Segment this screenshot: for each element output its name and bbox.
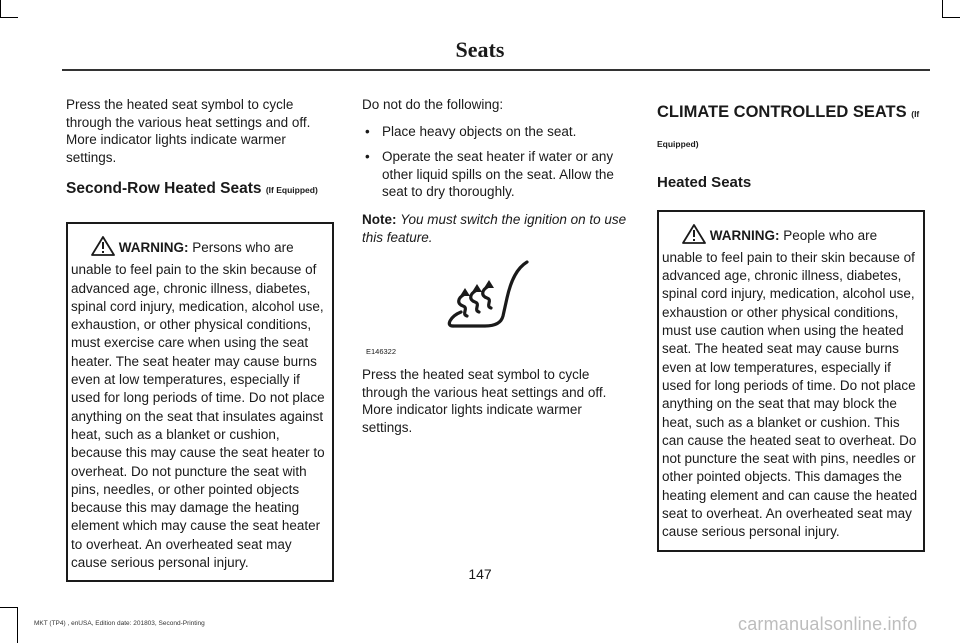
heading-qualifier: (If Equipped) bbox=[265, 185, 318, 196]
left-column bbox=[66, 96, 334, 582]
section-heading bbox=[66, 180, 334, 200]
note-paragraph bbox=[362, 211, 634, 246]
list-item: • Operate the seat heater if water or any other liquid spills on the seat. Allow the seat to dry thoroughly. bbox=[362, 148, 634, 201]
heading-qualifier: (If bbox=[911, 109, 920, 119]
crop-mark bbox=[17, 607, 18, 643]
warning-triangle-icon bbox=[682, 224, 706, 249]
paragraph: Press the heated seat symbol to cycle through the various heat settings and off. More indicator lights indicate warmer settings. bbox=[362, 367, 607, 435]
right-column bbox=[657, 96, 925, 552]
warning-label: WARNING: bbox=[709, 227, 780, 243]
heated-seat-symbol-icon bbox=[431, 254, 535, 337]
crop-mark bbox=[0, 0, 1, 18]
warning-text: People who are unable to feel pain to their skin because of advanced age, chronic illness, diabetes, spinal cord injury, medication, alcohol use, exhaustion or other physical conditions, must use caution when using the heated seat. The heated seat may cause burns even at low temperatures, especially if used for long periods of time. Do not place anything on the seat that may block the heat, such as a blanket or cushion. This can cause the heated seat to overheat. Do not puncture the seat with pins, needles or other pointed objects. This damages the heating element and can cause the heated seat to overheat. An overheated seat may cause serious personal injury. bbox=[662, 227, 918, 540]
heading-qualifier-continued: Equipped) bbox=[657, 139, 699, 149]
header-divider bbox=[62, 69, 930, 71]
heading-text: CLIMATE CONTROLLED SEATS bbox=[657, 103, 907, 121]
watermark: carmanualsonline.info bbox=[738, 614, 918, 634]
list-item: • Place heavy objects on the seat. bbox=[362, 123, 634, 141]
page-title: Seats bbox=[455, 37, 505, 62]
bullet-list bbox=[362, 123, 634, 201]
intro-paragraph: Press the heated seat symbol to cycle through the various heat settings and off. More indicator lights indicate warmer settings. bbox=[66, 97, 311, 165]
warning-text: Persons who are unable to feel pain to the skin because of advanced age, chronic illness, diabetes, spinal cord injury, medication, alcohol use, exhaustion, or other physical conditions, must exercise care when using the seat heater. The seat heater may cause burns even at low temperatures, especially if used for long periods of time. Do not place anything on the seat that insulates against heat, such as a blanket or cushion, because this may cause the seat heater to overheat. Do not puncture the seat with pins, needles, or other pointed objects because this may damage the heating element which may cause the seat heater to overheat. An overheated seat may cause serious personal injury. bbox=[71, 239, 325, 571]
warning-label: WARNING: bbox=[118, 239, 189, 255]
warning-box bbox=[657, 210, 925, 552]
heading-text: Second-Row Heated Seats bbox=[66, 180, 262, 198]
crop-mark bbox=[0, 17, 18, 18]
subheading: Heated Seats bbox=[657, 174, 752, 191]
crop-mark bbox=[0, 607, 18, 608]
middle-column-lower bbox=[362, 366, 634, 448]
crop-mark bbox=[942, 0, 943, 18]
figure-code: E146322 bbox=[366, 347, 397, 356]
warning-triangle-icon bbox=[91, 236, 115, 261]
middle-column bbox=[362, 96, 634, 258]
note-text: You must switch the ignition on to use this feature. bbox=[362, 211, 627, 245]
crop-mark bbox=[942, 17, 960, 18]
section-heading bbox=[657, 98, 925, 158]
edition-footer: MKT (TP4) , enUSA, Edition date: 201803, Second-Printing bbox=[34, 620, 205, 627]
lead-text: Do not do the following: bbox=[362, 97, 504, 112]
page-number: 147 bbox=[468, 566, 492, 582]
warning-box bbox=[66, 222, 334, 582]
note-label: Note: bbox=[362, 211, 397, 227]
